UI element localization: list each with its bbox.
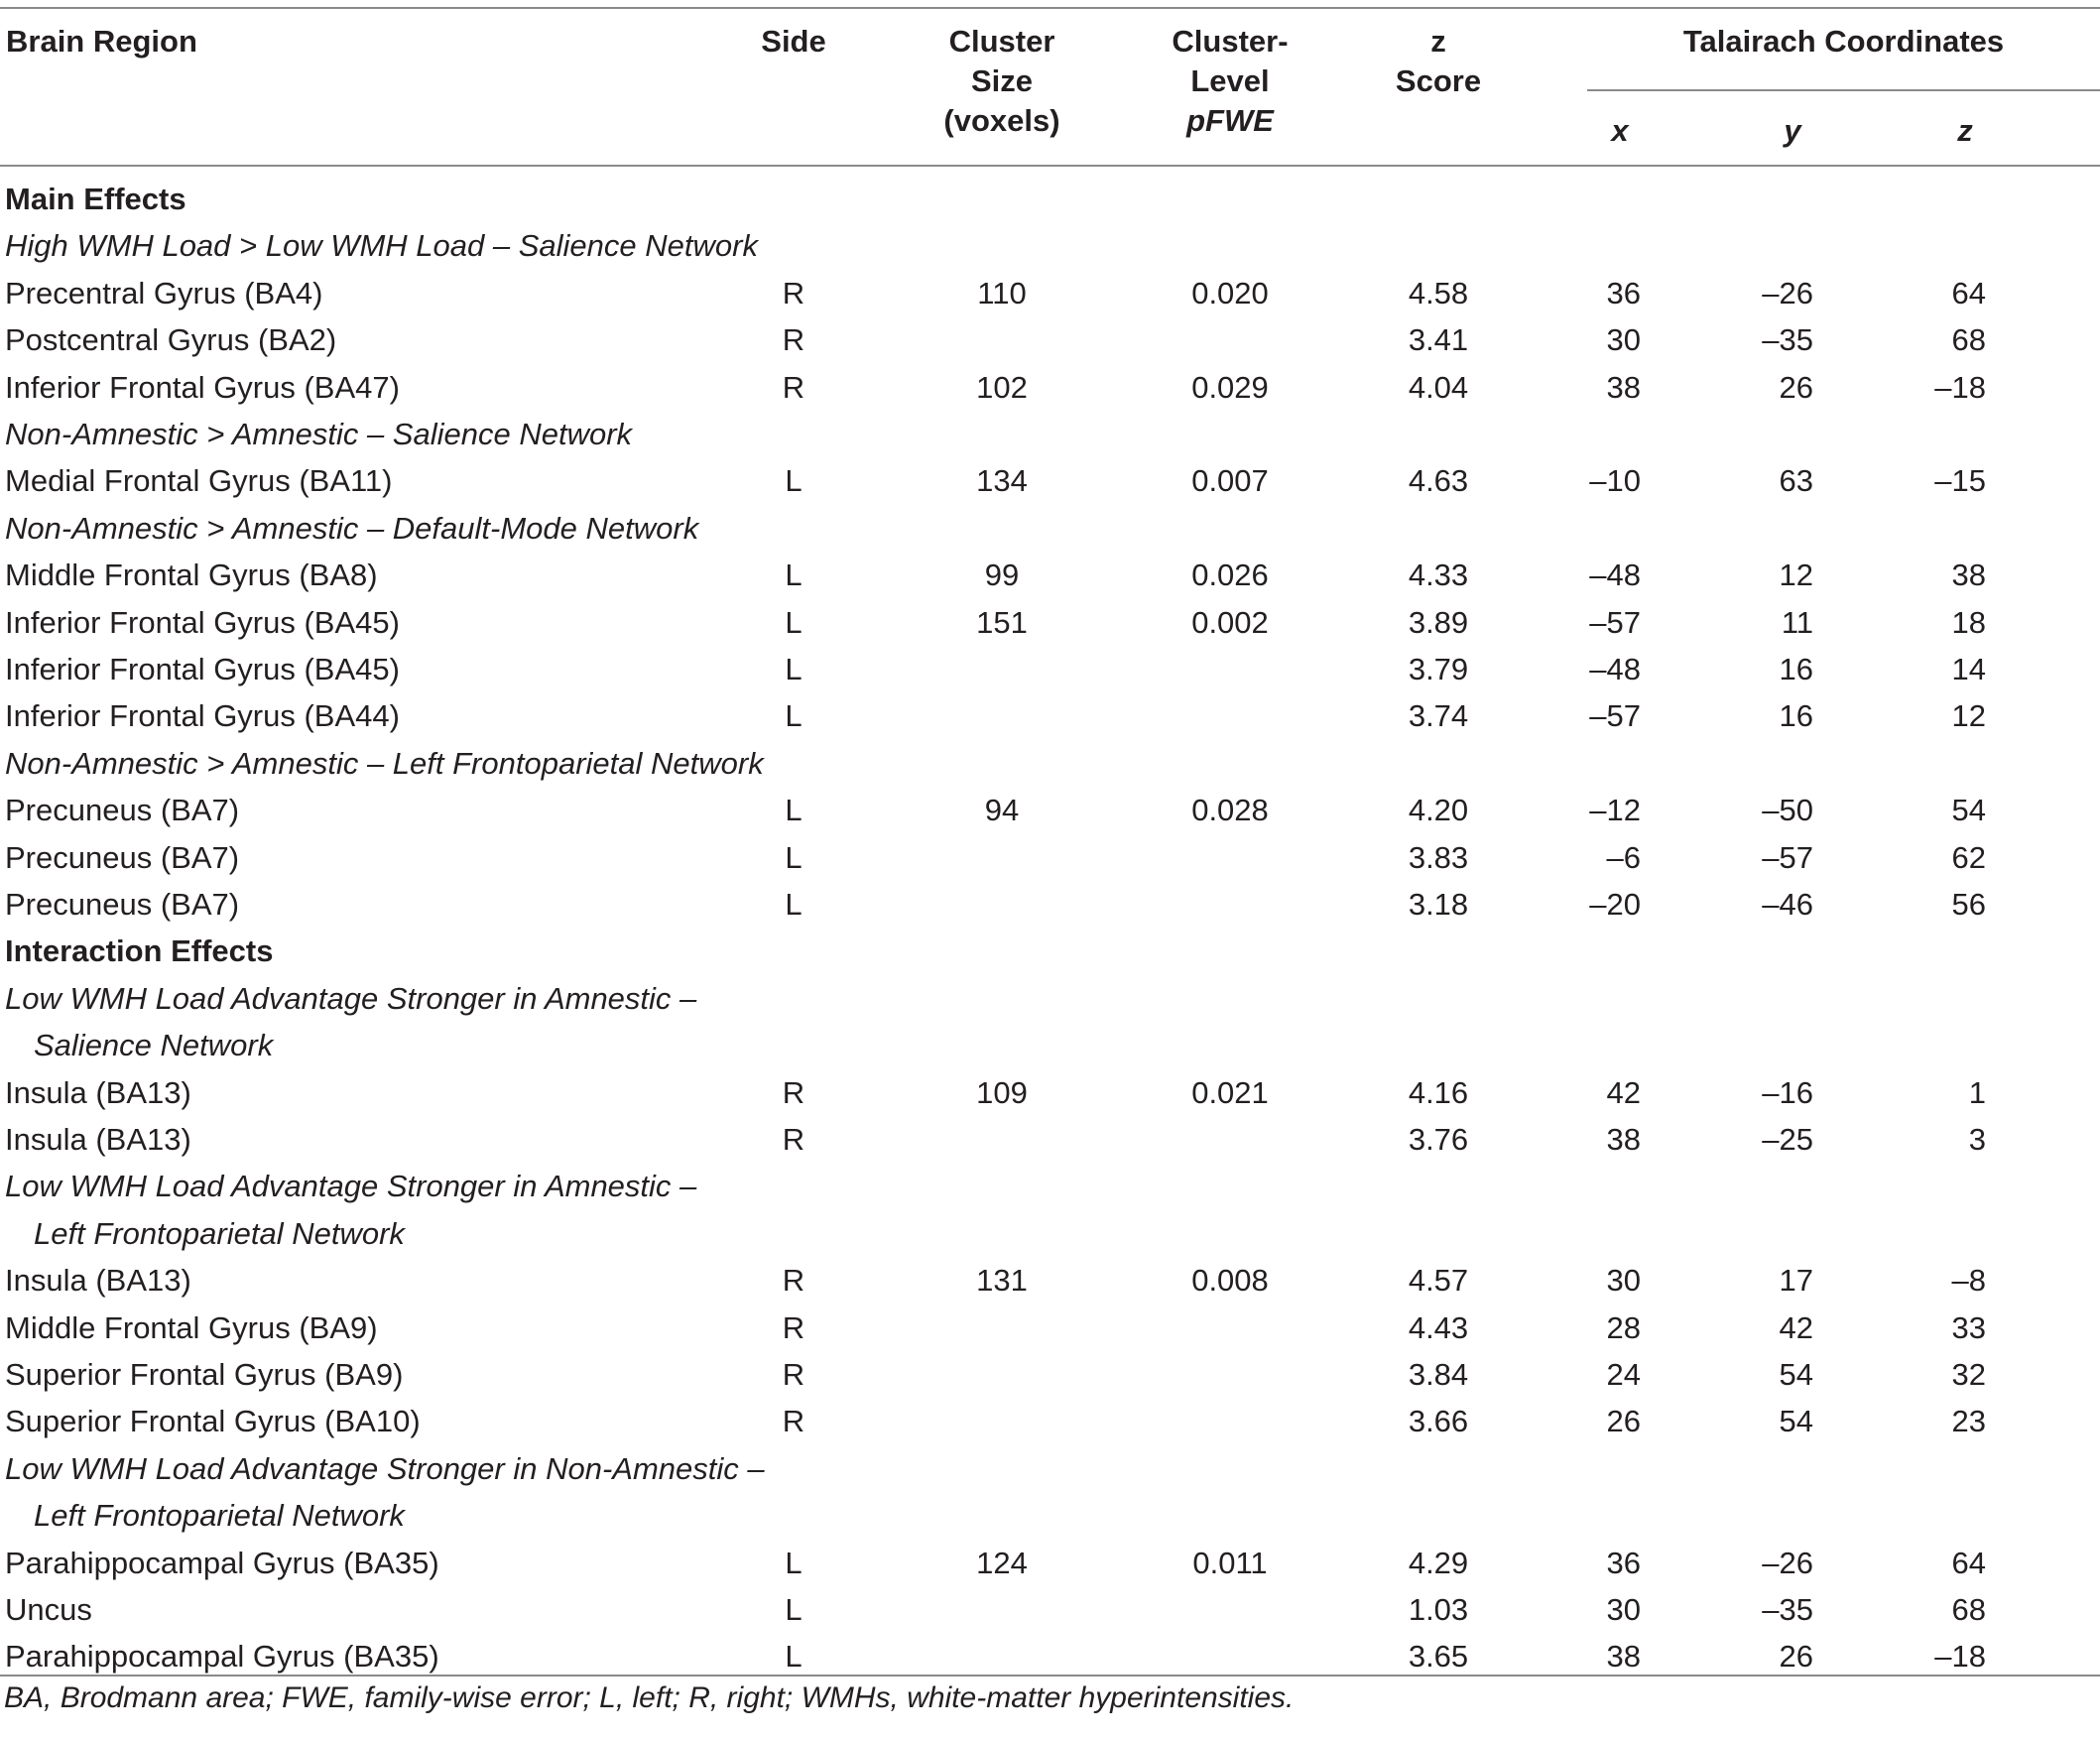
cell-coord-y: –46 (1762, 887, 1813, 922)
cell-coord-z: –18 (1934, 1639, 1986, 1675)
cell-coord-z: 3 (1968, 1122, 1986, 1157)
subsection-heading: Low WMH Load Advantage Stronger in Non-Amnestic – (5, 1450, 765, 1486)
cell-coord-y: 16 (1779, 652, 1813, 686)
cell-coord-x: –48 (1589, 652, 1641, 686)
cell-cluster-size: 151 (976, 604, 1028, 640)
cell-side: R (782, 369, 805, 405)
cell-side: R (782, 1309, 805, 1345)
cell-coord-z: 56 (1951, 887, 1986, 922)
cell-coord-y: 16 (1779, 698, 1813, 734)
cell-brain-region: Uncus (5, 1592, 92, 1627)
cell-side: L (785, 887, 803, 922)
cell-brain-region: Inferior Frontal Gyrus (BA47) (5, 369, 400, 405)
cell-z-score: 3.89 (1408, 604, 1469, 640)
cell-cluster-size (923, 1120, 1081, 1160)
cell-coord-y: –26 (1762, 275, 1813, 311)
cell-cluster-size: 110 (977, 275, 1027, 311)
header-talairach: Talairach Coordinates (1682, 24, 2005, 59)
cell-brain-region: Precentral Gyrus (BA4) (5, 275, 323, 311)
cell-cluster-size (923, 838, 1081, 878)
cell-coord-y: –35 (1762, 322, 1813, 358)
cell-coord-y: 54 (1779, 1404, 1813, 1439)
cell-coord-y: 42 (1779, 1309, 1813, 1345)
cell-side: R (782, 1122, 805, 1157)
cell-side: L (785, 839, 803, 875)
cell-coord-y: 12 (1779, 558, 1813, 593)
cell-coord-z: 1 (1968, 1074, 1986, 1110)
cell-cluster-size: 124 (976, 1545, 1028, 1580)
cell-brain-region: Superior Frontal Gyrus (BA9) (5, 1357, 404, 1392)
cell-cluster-size (923, 1637, 1081, 1677)
cell-coord-z: 32 (1951, 1357, 1986, 1392)
cell-coord-x: –12 (1589, 793, 1641, 828)
cell-cluster-pfwe: 0.007 (1191, 463, 1269, 499)
cell-side: L (785, 1545, 803, 1580)
cell-cluster-size (923, 1308, 1081, 1348)
cell-coord-x: –57 (1589, 698, 1641, 734)
cell-cluster-pfwe (1151, 320, 1309, 360)
cell-cluster-size: 99 (984, 558, 1020, 593)
header-cluster-level-line3: pFWE (1186, 103, 1274, 138)
cell-coord-x: 36 (1606, 1545, 1641, 1580)
subsection-heading: Left Frontoparietal Network (34, 1215, 405, 1251)
cell-side: L (785, 1639, 803, 1675)
cell-cluster-pfwe (1151, 1355, 1309, 1395)
cell-side: R (782, 1074, 805, 1110)
cell-coord-y: –57 (1762, 839, 1813, 875)
cell-coord-x: 38 (1606, 369, 1641, 405)
cell-z-score: 4.16 (1408, 1074, 1469, 1110)
cell-cluster-size (923, 650, 1081, 689)
cell-coord-y: –35 (1762, 1592, 1813, 1627)
table-footnote: BA, Brodmann area; FWE, family-wise error; L, left; R, right; WMHs, white-matter hyperintensities. (4, 1681, 1295, 1714)
cell-brain-region: Postcentral Gyrus (BA2) (5, 322, 337, 358)
cell-coord-y: 54 (1779, 1357, 1813, 1392)
cell-coord-x: 38 (1606, 1122, 1641, 1157)
cell-coord-x: –10 (1589, 463, 1641, 499)
cell-coord-x: 28 (1606, 1309, 1641, 1345)
cell-coord-y: 26 (1779, 369, 1813, 405)
cell-coord-x: 26 (1606, 1404, 1641, 1439)
cell-coord-z: –18 (1934, 369, 1986, 405)
subsection-heading: Salience Network (34, 1028, 274, 1063)
table-top-rule (0, 7, 2100, 9)
cell-coord-x: 38 (1606, 1639, 1641, 1675)
cell-coord-z: 14 (1951, 652, 1986, 686)
cell-brain-region: Parahippocampal Gyrus (BA35) (5, 1639, 439, 1675)
cell-coord-z: –15 (1934, 463, 1986, 499)
header-cluster-size-line3: (voxels) (943, 103, 1060, 138)
cell-side: L (785, 558, 803, 593)
cell-coord-y: –25 (1762, 1122, 1813, 1157)
subsection-heading: Low WMH Load Advantage Stronger in Amnestic – (5, 1169, 697, 1204)
cell-coord-x: 30 (1606, 1592, 1641, 1627)
cell-cluster-pfwe (1151, 1120, 1309, 1160)
cell-brain-region: Inferior Frontal Gyrus (BA44) (5, 698, 400, 734)
cell-z-score: 4.20 (1408, 793, 1469, 828)
cell-coord-z: 54 (1951, 793, 1986, 828)
subsection-heading: Left Frontoparietal Network (34, 1498, 405, 1534)
header-x: x (1611, 113, 1629, 148)
cell-brain-region: Precuneus (BA7) (5, 793, 240, 828)
cell-brain-region: Middle Frontal Gyrus (BA8) (5, 558, 378, 593)
table-bottom-rule (0, 1675, 2100, 1677)
cell-cluster-size: 94 (984, 793, 1020, 828)
header-cluster-level-line1: Cluster- (1172, 24, 1289, 59)
talairach-header-rule (1587, 89, 2100, 91)
cell-cluster-size: 102 (976, 369, 1028, 405)
cell-brain-region: Inferior Frontal Gyrus (BA45) (5, 604, 400, 640)
cell-side: R (782, 1263, 805, 1299)
cell-cluster-pfwe: 0.029 (1191, 369, 1269, 405)
cell-coord-x: 30 (1606, 1263, 1641, 1299)
cell-cluster-pfwe: 0.021 (1191, 1074, 1269, 1110)
cell-coord-y: –26 (1762, 1545, 1813, 1580)
cell-brain-region: Insula (BA13) (5, 1074, 191, 1110)
cell-coord-y: 17 (1779, 1263, 1813, 1299)
cell-coord-x: –48 (1589, 558, 1641, 593)
cell-cluster-pfwe (1151, 885, 1309, 925)
cell-coord-y: 63 (1779, 463, 1813, 499)
cell-coord-y: –50 (1762, 793, 1813, 828)
cell-coord-x: 30 (1606, 322, 1641, 358)
cell-cluster-size: 134 (976, 463, 1028, 499)
cell-side: L (785, 463, 803, 499)
cell-side: R (782, 1357, 805, 1392)
cell-coord-z: 64 (1951, 275, 1986, 311)
header-bottom-rule (0, 165, 2100, 167)
cell-coord-x: –57 (1589, 604, 1641, 640)
cell-brain-region: Medial Frontal Gyrus (BA11) (5, 463, 393, 499)
subsection-heading: Non-Amnestic > Amnestic – Left Frontoparietal Network (5, 745, 764, 781)
cell-z-score: 3.66 (1408, 1404, 1469, 1439)
cell-cluster-pfwe (1151, 1402, 1309, 1441)
cell-z-score: 3.74 (1408, 698, 1469, 734)
header-cluster-level-line2: Level (1190, 63, 1270, 98)
cell-side: R (782, 322, 805, 358)
cell-z-score: 4.43 (1408, 1309, 1469, 1345)
cell-brain-region: Insula (BA13) (5, 1122, 191, 1157)
header-y: y (1784, 113, 1801, 148)
cell-coord-z: 64 (1951, 1545, 1986, 1580)
subsection-heading: High WMH Load > Low WMH Load – Salience Network (5, 228, 758, 264)
header-cluster-level (1151, 22, 1309, 141)
cell-coord-z: 12 (1951, 698, 1986, 734)
subsection-heading: Low WMH Load Advantage Stronger in Amnestic – (5, 980, 697, 1016)
cell-coord-x: –6 (1606, 839, 1641, 875)
cell-z-score: 4.57 (1408, 1263, 1469, 1299)
cell-brain-region: Precuneus (BA7) (5, 887, 240, 922)
cell-side: R (782, 275, 805, 311)
header-z-score-line2: Score (1395, 63, 1482, 98)
cell-coord-z: 23 (1951, 1404, 1986, 1439)
cell-side: L (785, 793, 803, 828)
cell-coord-y: –16 (1762, 1074, 1813, 1110)
cell-coord-x: 24 (1606, 1357, 1641, 1392)
cell-cluster-pfwe: 0.028 (1191, 793, 1269, 828)
cell-z-score: 4.29 (1408, 1545, 1469, 1580)
cell-cluster-pfwe (1151, 1308, 1309, 1348)
cell-cluster-size (923, 1402, 1081, 1441)
cell-cluster-pfwe: 0.002 (1191, 604, 1269, 640)
cell-cluster-pfwe (1151, 696, 1309, 736)
cell-z-score: 4.63 (1408, 463, 1469, 499)
cell-coord-z: –8 (1951, 1263, 1986, 1299)
cell-cluster-size: 131 (976, 1263, 1028, 1299)
cell-coord-z: 18 (1951, 604, 1986, 640)
cell-cluster-size (923, 1590, 1081, 1630)
header-side: Side (761, 24, 826, 59)
header-cluster-size-line1: Cluster (948, 24, 1055, 59)
cell-coord-y: 26 (1779, 1639, 1813, 1675)
cell-coord-z: 38 (1951, 558, 1986, 593)
cell-brain-region: Precuneus (BA7) (5, 839, 240, 875)
cell-side: L (785, 698, 803, 734)
cell-coord-z: 68 (1951, 322, 1986, 358)
cell-side: L (785, 652, 803, 686)
header-cluster-size (923, 22, 1081, 141)
cell-cluster-pfwe (1151, 838, 1309, 878)
cell-cluster-pfwe (1151, 1590, 1309, 1630)
cell-coord-x: –20 (1589, 887, 1641, 922)
cell-brain-region: Parahippocampal Gyrus (BA35) (5, 1545, 439, 1580)
subsection-heading: Non-Amnestic > Amnestic – Salience Network (5, 417, 633, 451)
cell-coord-z: 62 (1951, 839, 1986, 875)
subsection-heading: Non-Amnestic > Amnestic – Default-Mode Network (5, 510, 699, 546)
cell-z-score: 3.41 (1408, 322, 1469, 358)
cell-brain-region: Middle Frontal Gyrus (BA9) (5, 1309, 378, 1345)
cell-side: R (782, 1404, 805, 1439)
cell-z-score: 4.33 (1408, 558, 1469, 593)
cell-cluster-pfwe: 0.008 (1191, 1263, 1269, 1299)
header-z-score-line1: z (1430, 24, 1446, 59)
cell-cluster-size (923, 885, 1081, 925)
cell-coord-z: 33 (1951, 1309, 1986, 1345)
cell-z-score: 3.79 (1408, 652, 1469, 686)
cell-brain-region: Inferior Frontal Gyrus (BA45) (5, 652, 400, 686)
cell-cluster-pfwe (1151, 650, 1309, 689)
cell-z-score: 3.76 (1408, 1122, 1469, 1157)
cell-cluster-size: 109 (976, 1074, 1028, 1110)
cell-brain-region: Superior Frontal Gyrus (BA10) (5, 1404, 421, 1439)
header-cluster-size-line2: Size (970, 63, 1034, 98)
cell-z-score: 3.84 (1408, 1357, 1469, 1392)
section-heading: Main Effects (5, 182, 186, 216)
header-brain-region: Brain Region (6, 24, 197, 59)
cell-cluster-pfwe: 0.020 (1191, 275, 1269, 311)
cell-cluster-size (923, 1355, 1081, 1395)
cell-coord-y: 11 (1781, 604, 1813, 640)
cell-cluster-size (923, 320, 1081, 360)
cell-coord-x: 36 (1606, 275, 1641, 311)
cell-brain-region: Insula (BA13) (5, 1263, 191, 1299)
cell-cluster-pfwe: 0.026 (1191, 558, 1269, 593)
header-z: z (1957, 113, 1973, 148)
header-z-score (1379, 22, 1498, 101)
section-heading: Interaction Effects (5, 933, 274, 969)
cell-z-score: 4.04 (1408, 369, 1469, 405)
cell-cluster-pfwe (1151, 1637, 1309, 1677)
cell-side: L (785, 1592, 803, 1627)
cell-cluster-size (923, 696, 1081, 736)
cell-coord-z: 68 (1951, 1592, 1986, 1627)
cell-z-score: 4.58 (1408, 275, 1469, 311)
cell-z-score: 3.18 (1408, 887, 1469, 922)
cell-side: L (785, 604, 803, 640)
cell-z-score: 3.65 (1408, 1639, 1469, 1675)
cell-z-score: 1.03 (1408, 1592, 1469, 1627)
cell-cluster-pfwe: 0.011 (1192, 1545, 1268, 1580)
cell-coord-x: 42 (1606, 1074, 1641, 1110)
cell-z-score: 3.83 (1408, 839, 1469, 875)
